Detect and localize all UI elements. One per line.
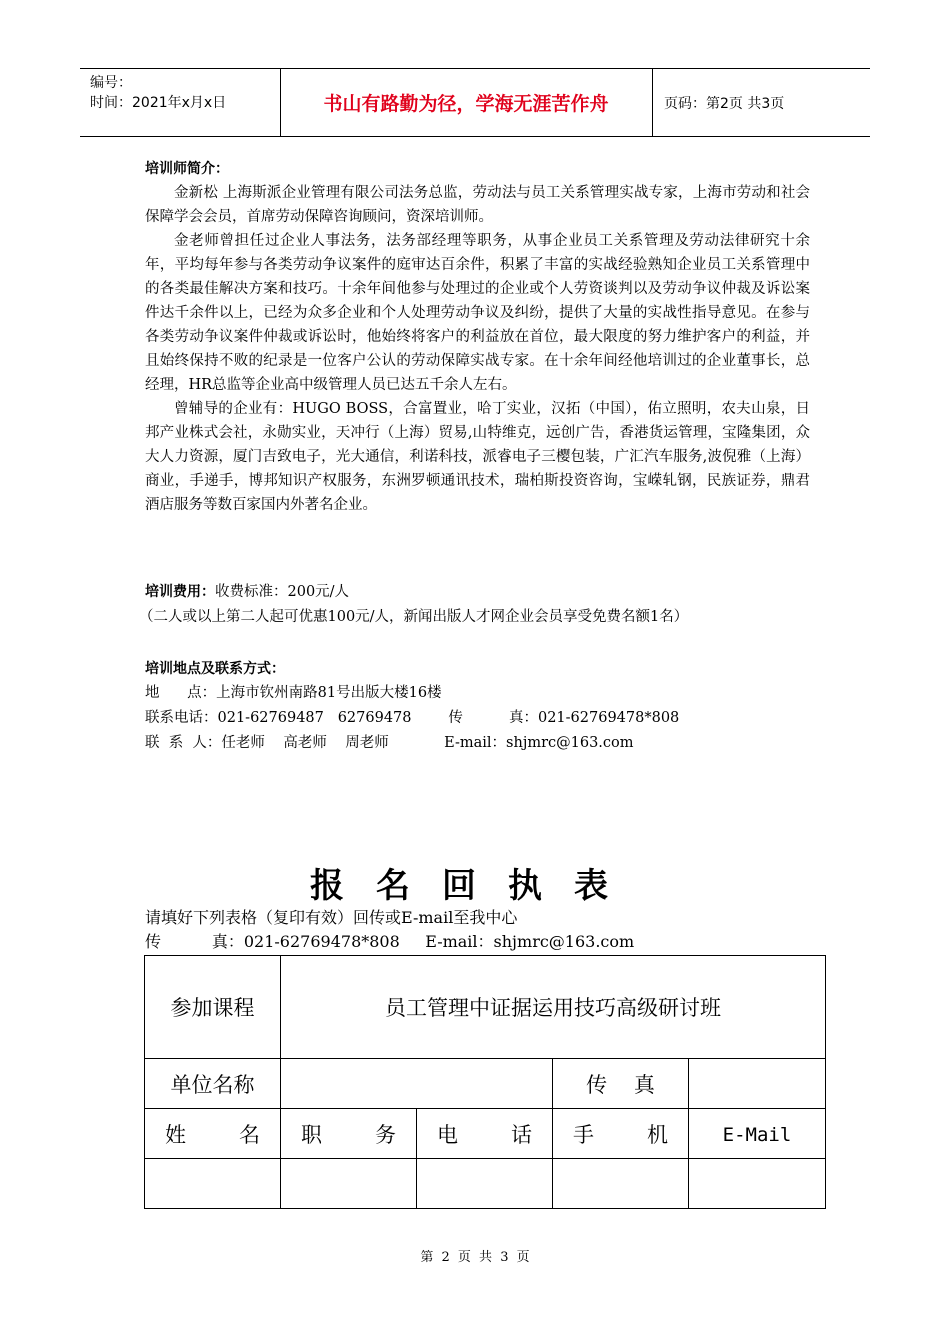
form-instruction: 请填好下列表格（复印有效）回传或E-mail至我中心 <box>145 908 518 927</box>
column-header-name: 姓 名 <box>145 1109 281 1159</box>
fee-title: 培训费用： <box>145 584 215 600</box>
trainer-section <box>145 157 810 517</box>
header-divider <box>652 69 653 136</box>
column-header-mobile: 手 机 <box>553 1109 689 1159</box>
contact-address: 地 点：上海市钦州南路81号出版大楼16楼 <box>145 685 442 701</box>
entry-row <box>145 1159 826 1209</box>
trainer-paragraph: 曾辅导的企业有：HUGO BOSS，合富置业，哈丁实业，汉拓（中国），佑立照明，农夫山泉，日邦产业株式会社，永勋实业，天冲行（上海）贸易,山特维克，远创广告，香港货运管理，宝隆集团，众大人力资源，厦门吉致电子，光大通信，利诺科技，派睿电子三樱包装，广汇汽车服务,波倪雅（上海）商业，手递手，博邦知识产权服务，东洲罗顿通讯技术，瑞柏斯投资咨询，宝嵘轧钢，民族证券，鼎君酒店服务等数百家国内外著名企业。 <box>145 401 810 513</box>
form-fax-line: 传 真：021-62769478*808 E-mail：shjmrc@163.com <box>145 932 635 951</box>
company-input-cell[interactable] <box>281 1059 553 1109</box>
header-motto: 书山有路勤为径，学海无涯苦作舟 <box>323 93 609 115</box>
course-row <box>145 956 826 1059</box>
header-meta <box>90 73 226 113</box>
page-footer: 第 2 页 共 3 页 <box>420 1250 530 1265</box>
mobile-input-cell[interactable] <box>553 1159 689 1209</box>
column-header-row <box>145 1109 826 1159</box>
contact-person: 联 系 人：任老师 高老师 周老师 E-mail：shjmrc@163.com <box>145 735 634 751</box>
header-divider <box>280 69 281 136</box>
column-header-position: 职 务 <box>281 1109 417 1159</box>
column-header-phone: 电 话 <box>417 1109 553 1159</box>
fee-standard: 收费标准：200元/人 <box>215 584 350 600</box>
trainer-title: 培训师简介： <box>145 161 229 177</box>
fee-note: （二人或以上第二人起可优惠100元/人，新闻出版人才网企业会员享受免费名额1名） <box>139 609 689 625</box>
fee-section <box>139 580 810 630</box>
registration-form-table <box>144 955 826 1209</box>
column-header-email: E-Mail <box>689 1109 826 1159</box>
company-row <box>145 1059 826 1109</box>
form-title: 报名回执表 <box>310 866 640 906</box>
name-input-cell[interactable] <box>145 1159 281 1209</box>
trainer-paragraph: 金新松 上海斯派企业管理有限公司法务总监，劳动法与员工关系管理实战专家，上海市劳动和社会保障学会会员，首席劳动保障咨询顾问，资深培训师。 <box>145 185 810 225</box>
fax-label: 传 真 <box>553 1059 689 1109</box>
position-input-cell[interactable] <box>281 1159 417 1209</box>
company-label: 单位名称 <box>145 1059 281 1109</box>
document-date: 时间：2021年x月x日 <box>90 95 227 111</box>
page-header <box>80 68 870 137</box>
trainer-paragraph: 金老师曾担任过企业人事法务，法务部经理等职务，从事企业员工关系管理及劳动法律研究十余年，平均每年参与各类劳动争议案件的庭审达百余件，积累了丰富的实战经验熟知企业员工关系管理中的各类最佳解决方案和技巧。十余年间他参与处理过的企业或个人劳资谈判以及劳动争议仲裁及诉讼案件达千余件以上，已经为众多企业和个人处理劳动争议及纠纷，提供了大量的实战性指导意见。在参与各类劳动争议案件仲裁或诉讼时，他始终将客户的利益放在首位，最大限度的努力维护客户的利益，并且始终保持不败的纪录是一位客户公认的劳动保障实战专家。在十余年间经他培训过的企业董事长，总经理，HR总监等企业高中级管理人员已达五千余人左右。 <box>145 233 810 393</box>
email-input-cell[interactable] <box>689 1159 826 1209</box>
contact-phone: 联系电话：021-62769487 62769478 传 真：021-62769478*808 <box>145 710 680 726</box>
fax-input-cell[interactable] <box>689 1059 826 1109</box>
course-label: 参加课程 <box>145 956 281 1059</box>
course-value: 员工管理中证据运用技巧高级研讨班 <box>281 956 826 1059</box>
document-number: 编号： <box>90 75 132 91</box>
contact-title: 培训地点及联系方式： <box>145 661 285 677</box>
contact-section <box>145 657 810 756</box>
header-page-number: 页码：第2页 共3页 <box>664 96 785 112</box>
phone-input-cell[interactable] <box>417 1159 553 1209</box>
